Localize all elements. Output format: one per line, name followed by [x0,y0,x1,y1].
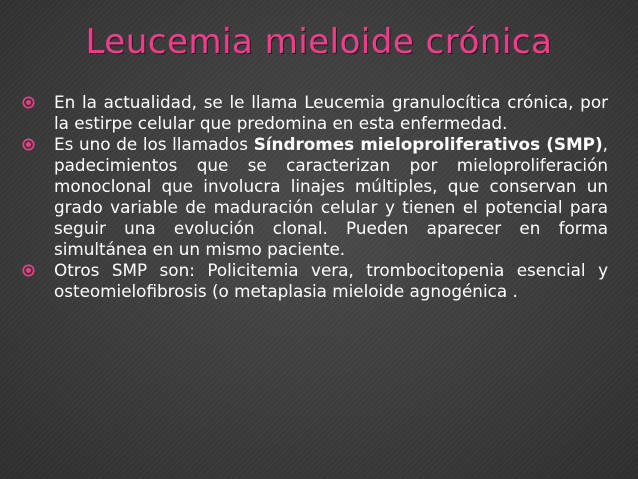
bullet-text-rest: , padecimientos que se caracterizan por mieloproliferación monoclonal que involucra linajes múltiples, que conservan un grado variable de maduración celular y tienen el potencial para seguir una evolución clonal. Pueden aparecer en forma simultánea en un mismo paciente. [54,134,608,259]
target-ring-bullet-icon [22,264,35,277]
bullet-text-lead: Es uno de los llamados [54,134,254,154]
bullet-item-3 [22,260,608,302]
bullet-item-1 [22,92,608,134]
bullet-list [22,92,608,302]
bullet-text-bold: Síndromes mieloproliferativos (SMP) [253,134,603,154]
target-ring-bullet-icon [22,138,35,151]
bullet-text: En la actualidad, se le llama Leucemia granulocítica crónica, por la estirpe celular que predomina en esta enfermedad. [54,92,608,133]
target-ring-bullet-icon [22,96,35,109]
bullet-text: Otros SMP son: Policitemia vera, trombocitopenia esencial y osteomielofibrosis (o metaplasia mieloide agnogénica . [54,260,608,301]
slide-title: Leucemia mieloide crónica [85,22,553,62]
bullet-item-2 [22,134,608,260]
